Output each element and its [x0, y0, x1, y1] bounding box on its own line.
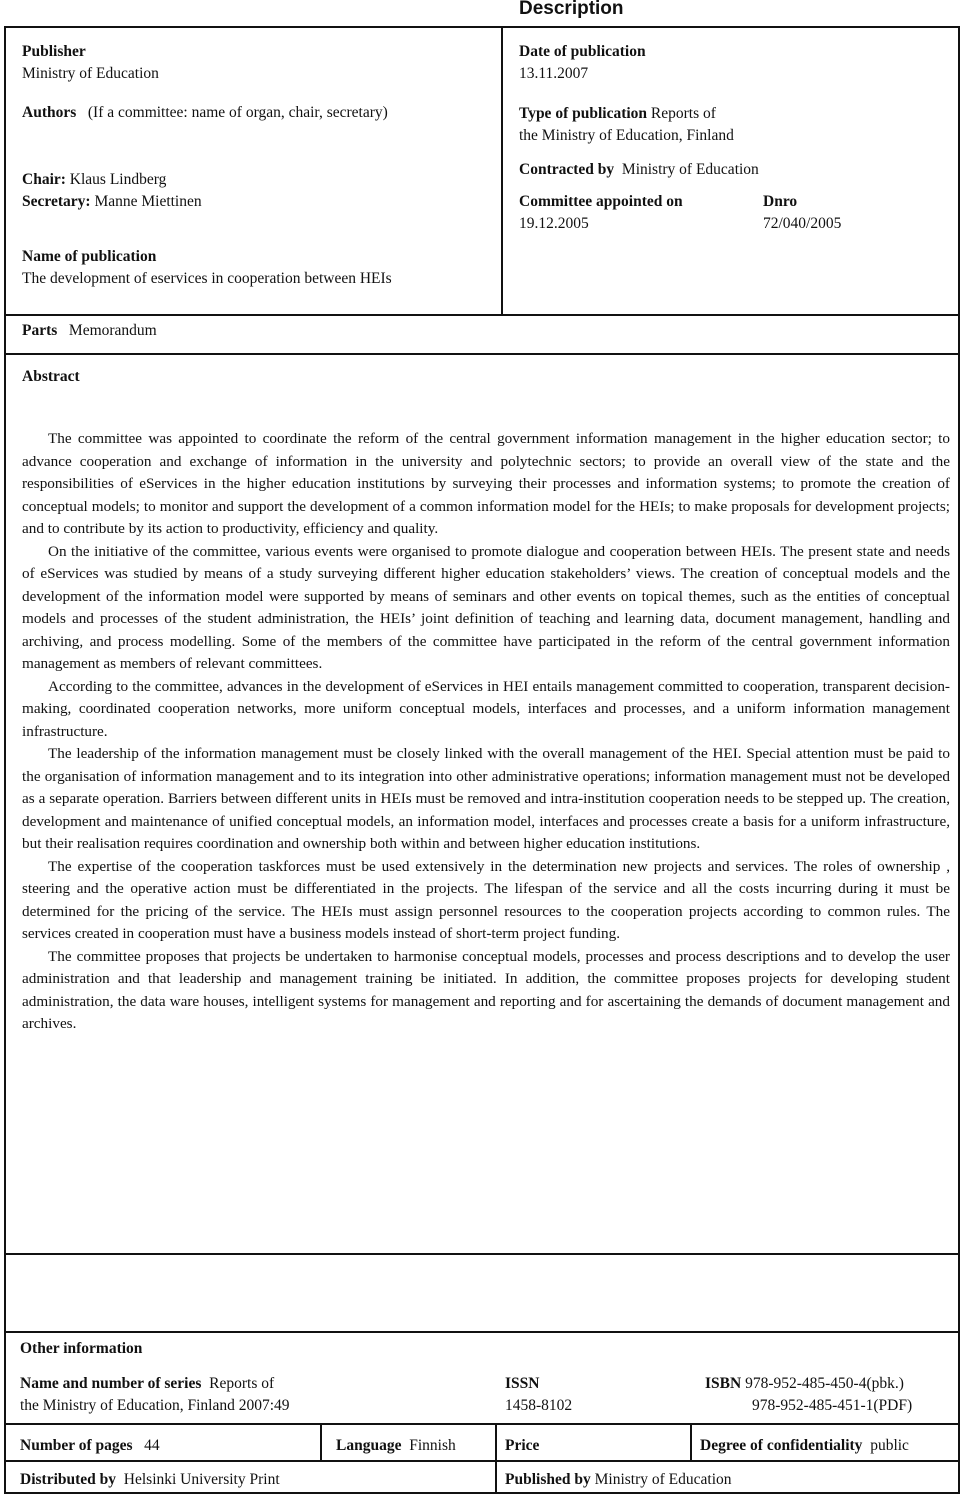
publication-name-block	[22, 246, 392, 290]
frame-top-line	[4, 26, 960, 28]
isbn-value-line2: 978-952-485-451-1(PDF)	[752, 1397, 913, 1414]
contracted-value: Ministry of Education	[621, 161, 759, 178]
date-block	[519, 41, 646, 85]
abstract-paragraph: On the initiative of the committee, various events were organised to promote dialogue and cooperation between HEIs. The present state and needs of eServices was studied by means of a study surveying different higher education stakeholders’ views. The creation of conceptual models and the development of the information model were supported by means of seminars and other events on topical themes, such as the entities of conceptual models and processes of the student administration, the HEIs’ joint definition of teaching and learning data, document management, handling and archiving, and process modelling. Some of the members of the committee have participated in the reform of the central government information management as members of relevant committees.	[22, 542, 950, 672]
dnro-label: Dnro	[763, 193, 798, 210]
distributed-line	[20, 1469, 280, 1491]
series-block	[20, 1373, 290, 1417]
secretary-label: Secretary:	[22, 193, 91, 210]
publisher-block	[22, 41, 159, 85]
date-label: Date of publication	[519, 43, 646, 60]
pages-bottom-line	[4, 1460, 960, 1462]
isbn-label: ISBN	[705, 1375, 742, 1392]
contracted-label: Contracted by	[519, 161, 615, 178]
series-value-line2: the Ministry of Education, Finland 2007:49	[20, 1397, 290, 1414]
pages-line	[20, 1435, 160, 1457]
publication-name-value: The development of eservices in cooperation between HEIs	[22, 270, 392, 287]
authors-label: Authors	[22, 104, 77, 121]
series-value-line1: Reports of	[209, 1375, 275, 1392]
language-label: Language	[336, 1437, 402, 1454]
frame-bottom-line	[4, 1492, 960, 1494]
dnro-block	[763, 191, 841, 235]
secretary-value: Manne Miettinen	[94, 193, 202, 210]
parts-bottom-line	[4, 353, 960, 355]
chair-line	[22, 169, 166, 191]
contracted-line	[519, 159, 759, 181]
authors-hint: (If a committee: name of organ, chair, secretary)	[87, 104, 388, 121]
date-value: 13.11.2007	[519, 65, 589, 82]
other-info-label: Other information	[20, 1340, 143, 1357]
authors-line	[22, 102, 388, 124]
pages-divider-2	[495, 1423, 497, 1460]
issn-label: ISSN	[505, 1375, 540, 1392]
publication-name-label: Name of publication	[22, 248, 157, 265]
series-label: Name and number of series	[20, 1375, 202, 1392]
confidentiality-value: public	[870, 1437, 909, 1454]
abstract-paragraph: The committee was appointed to coordinate the reform of the central government information management in the higher education sector; to advance cooperation and exchange of information in the university and polytechnic sectors; to provide an overall view of the state and the responsibilities of eServices in the higher education institutions by surveying their processes and information systems; to promote the creation of conceptual models; to monitor and support the development of a common information model for the HEIs; to make proposals for development projects; and to contribute by its action to productivity, efficiency and quality.	[22, 430, 950, 537]
abstract-bottom-line	[4, 1253, 960, 1255]
frame-left-line	[4, 26, 6, 1493]
abstract-paragraph: The expertise of the cooperation taskforces must be used extensively in the determination new projects and services. The roles of ownership , steering and the operative action must be differentiated in the projects. The lifespan of the service and all the costs incurring during it must be determined for the pricing of the service. The HEIs must assign personnel resources to the cooperation projects according to common rules. The services created in cooperation must have a business models instead of short-term project funding.	[22, 857, 950, 942]
price-label: Price	[505, 1437, 540, 1454]
pages-divider-1	[320, 1423, 322, 1460]
confidentiality-label: Degree of confidentiality	[700, 1437, 863, 1454]
isbn-block	[705, 1373, 912, 1417]
parts-label: Parts	[22, 322, 58, 339]
published-line	[505, 1469, 732, 1491]
series-bottom-line	[4, 1423, 960, 1425]
pages-value: 44	[144, 1437, 160, 1454]
abstract-paragraph: According to the committee, advances in the development of eServices in HEI entails management committed to cooperation, transparent decision-making, coordinated cooperation networks, more uniform conceptual models, interfaces and processes, and a uniform information management infrastructure.	[22, 677, 950, 740]
isbn-value-line1: 978-952-485-450-4(pbk.)	[745, 1375, 904, 1392]
abstract-label: Abstract	[22, 368, 80, 385]
issn-block	[505, 1373, 572, 1417]
language-line	[336, 1435, 456, 1457]
pages-divider-3	[690, 1423, 692, 1460]
description-heading: Description	[519, 0, 624, 19]
committee-value: 19.12.2005	[519, 215, 589, 232]
language-value: Finnish	[409, 1437, 456, 1454]
dnro-value: 72/040/2005	[763, 215, 842, 232]
committee-block	[519, 191, 683, 235]
other-info-top-line	[4, 1331, 960, 1333]
abstract-body	[22, 428, 950, 1036]
chair-value: Klaus Lindberg	[69, 171, 167, 188]
chair-label: Chair:	[22, 171, 66, 188]
confidentiality-line	[700, 1435, 909, 1457]
column-divider	[501, 26, 503, 314]
secretary-line	[22, 191, 202, 213]
frame-right-line	[958, 26, 960, 1493]
type-label: Type of publication	[519, 105, 648, 122]
distributed-value: Helsinki University Print	[123, 1471, 280, 1488]
type-value-line1: Reports of	[650, 105, 716, 122]
parts-line	[22, 320, 157, 342]
publisher-value: Ministry of Education	[22, 65, 159, 82]
parts-value: Memorandum	[68, 322, 157, 339]
distributed-label: Distributed by	[20, 1471, 117, 1488]
abstract-paragraph: The leadership of the information management must be closely linked with the overall management of the HEI. Special attention must be paid to the organisation of information management and to its integration into other administrative operations; information management must not be developed as a separate operation. Barriers between different units in HEIs must be removed and intra-institution cooperation needs to be stepped up. The creation, development and maintenance of unified conceptual models, an information model, interfaces and processes create a basis for a uniform infrastructure, but their realisation requires coordination and ownership both within and between higher education institutions.	[22, 745, 950, 852]
price-line	[505, 1435, 539, 1457]
abstract-paragraph: The committee proposes that projects be undertaken to harmonise conceptual models, processes and process descriptions and to develop the user administration and that leadership and management training be initiated. In addition, the committee proposes projects for developing student administration, the data ware houses, intelligent systems for management and reporting and for ascertaining the demands of document management and archives.	[22, 947, 950, 1032]
pages-label: Number of pages	[20, 1437, 133, 1454]
type-value-line2: the Ministry of Education, Finland	[519, 127, 734, 144]
published-value: Ministry of Education	[594, 1471, 732, 1488]
header-bottom-line	[4, 314, 960, 316]
distribution-divider	[495, 1460, 497, 1492]
committee-label: Committee appointed on	[519, 193, 683, 210]
publisher-label: Publisher	[22, 43, 86, 60]
type-block	[519, 103, 734, 147]
issn-value: 1458-8102	[505, 1397, 573, 1414]
published-label: Published by	[505, 1471, 591, 1488]
